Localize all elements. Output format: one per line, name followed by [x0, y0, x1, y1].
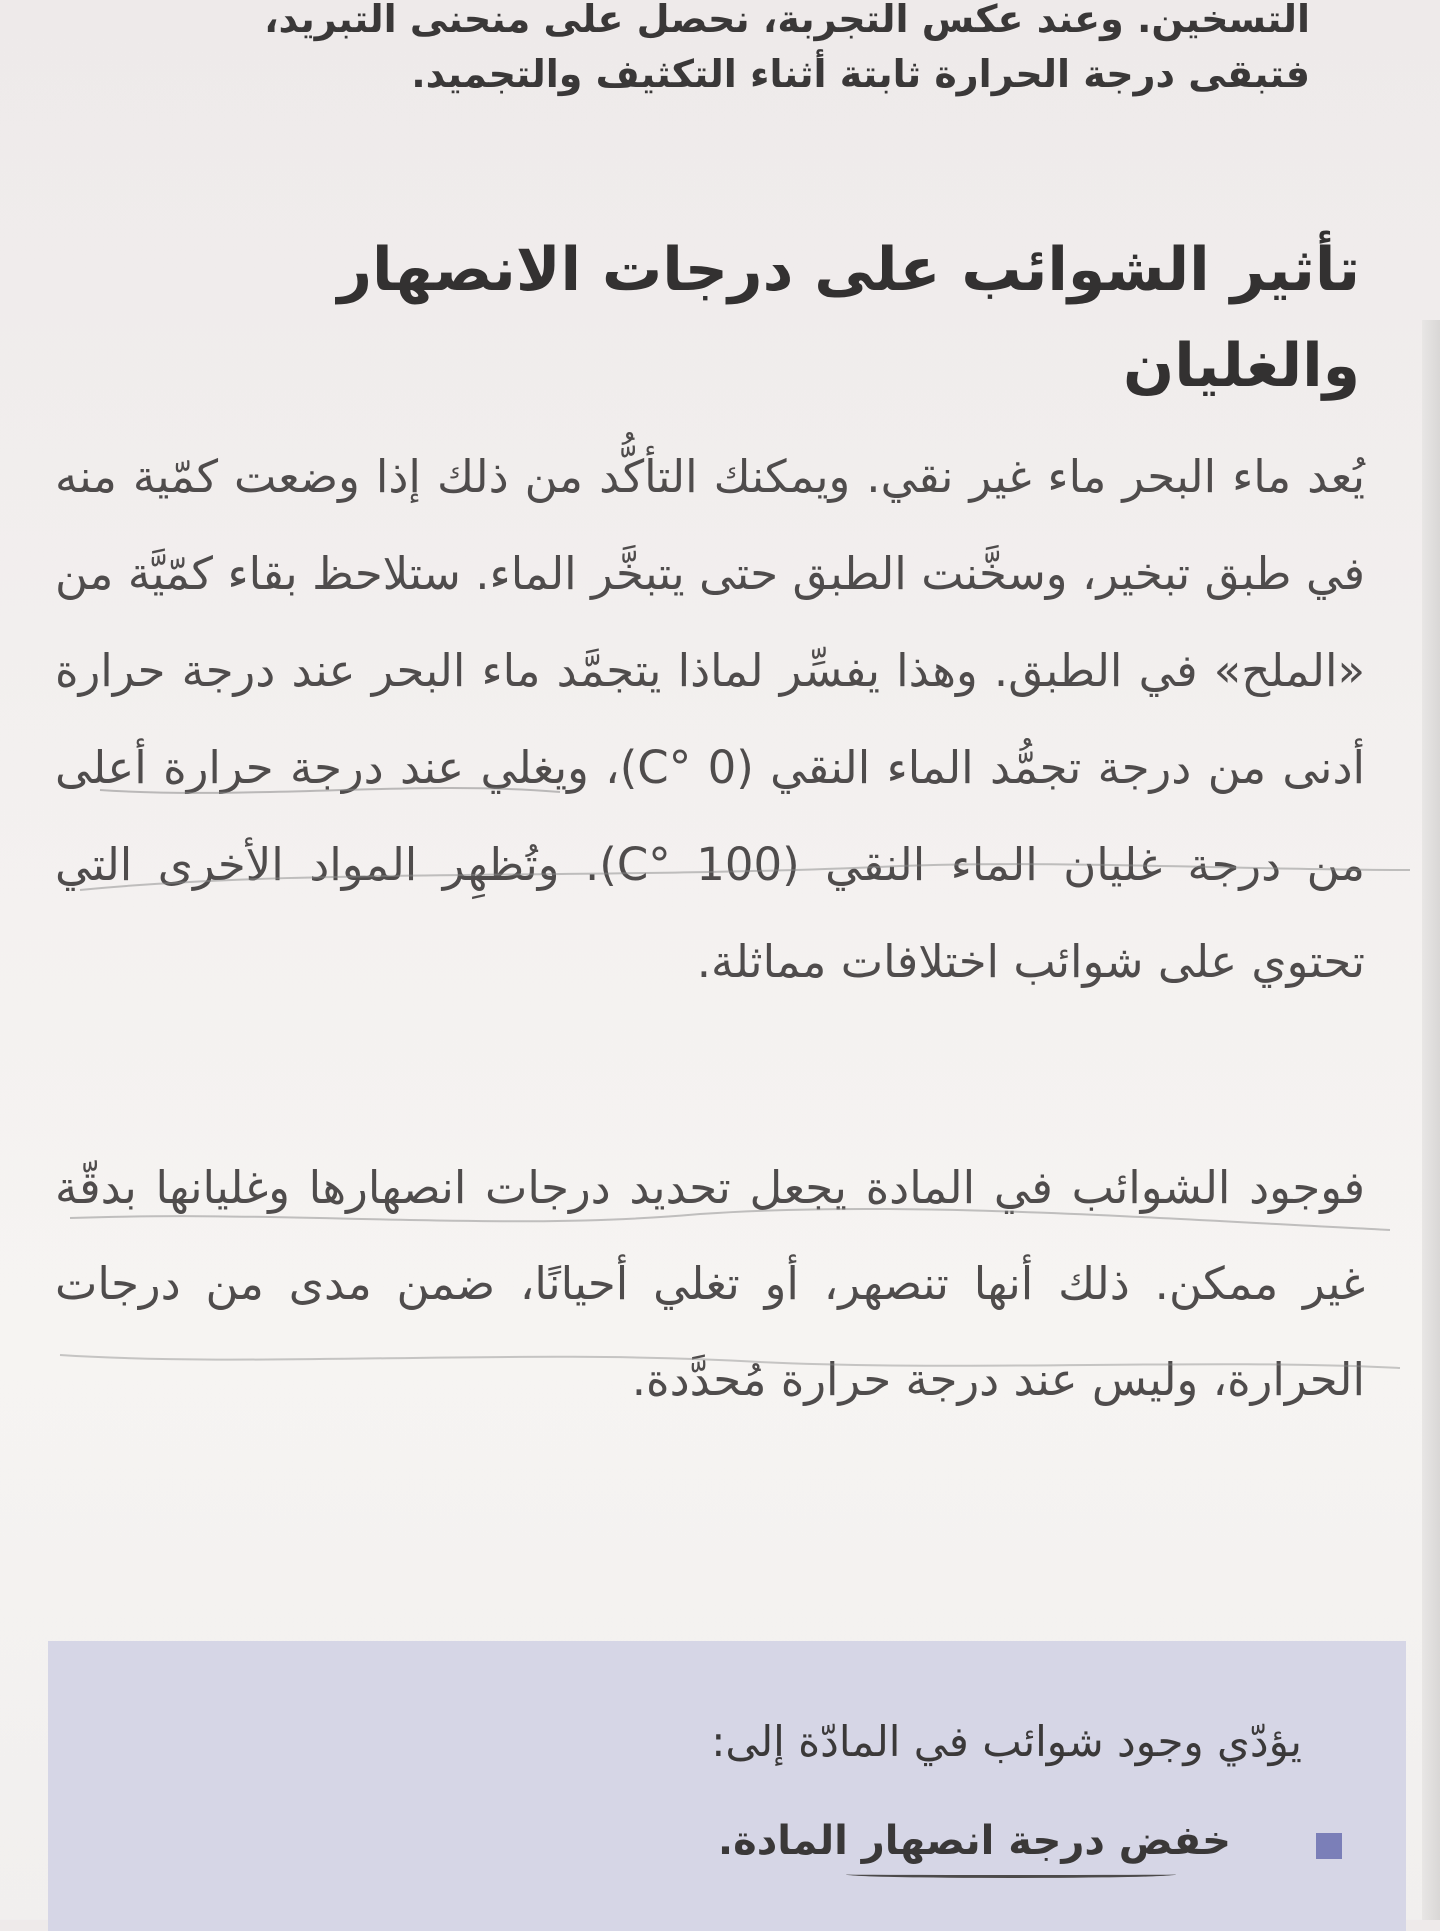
- page-edge: [1422, 320, 1440, 1920]
- key-points-box: [48, 1641, 1406, 1931]
- key-points-intro: يؤدّي وجود شوائب في المادّة إلى:: [711, 1717, 1302, 1766]
- previous-paragraph-end: [150, 0, 1310, 102]
- section-heading: [260, 222, 1360, 414]
- key-point-underline: [846, 1871, 1176, 1878]
- section-heading-line-1: تأثير الشوائب على درجات الانصهار: [337, 235, 1360, 305]
- square-bullet-icon: [1316, 1833, 1342, 1859]
- section-heading-line-2: والغليان: [1123, 331, 1360, 401]
- key-point-text: خفض درجة انصهار المادة.: [717, 1818, 1231, 1864]
- previous-paragraph-line-1: التسخين. وعند عكس التجربة، نحصل على منحنى التبريد،: [264, 0, 1310, 41]
- body-paragraph-2: فوجود الشوائب في المادة يجعل تحديد درجات انصهارها وغليانها بدقّة غير ممكن. ذلك أنها تنصهر، أو تغلي أحيانًا، ضمن مدى من درجات الحرارة، وليس عند درجة حرارة مُحدَّدة.: [55, 1161, 1365, 1406]
- previous-paragraph-line-2: فتبقى درجة الحرارة ثابتة أثناء التكثيف والتجميد.: [411, 52, 1310, 96]
- body-paragraph-1: يُعد ماء البحر ماء غير نقي. ويمكنك التأكُّد من ذلك إذا وضعت كمّية منه في طبق تبخير، وسخَّنت الطبق حتى يتبخَّر الماء. ستلاحظ بقاء كمّيَّة من «الملح» في الطبق. وهذا يفسِّر لماذا يتجمَّد ماء البحر عند درجة حرارة أدنى من درجة تجمُّد الماء النقي (0 °C)، ويغلي عند درجة حرارة أعلى من درجة غليان الماء النقي (100 °C). وتُظهِر المواد الأخرى التي تحتوي على شوائب اختلافات مماثلة.: [55, 450, 1366, 988]
